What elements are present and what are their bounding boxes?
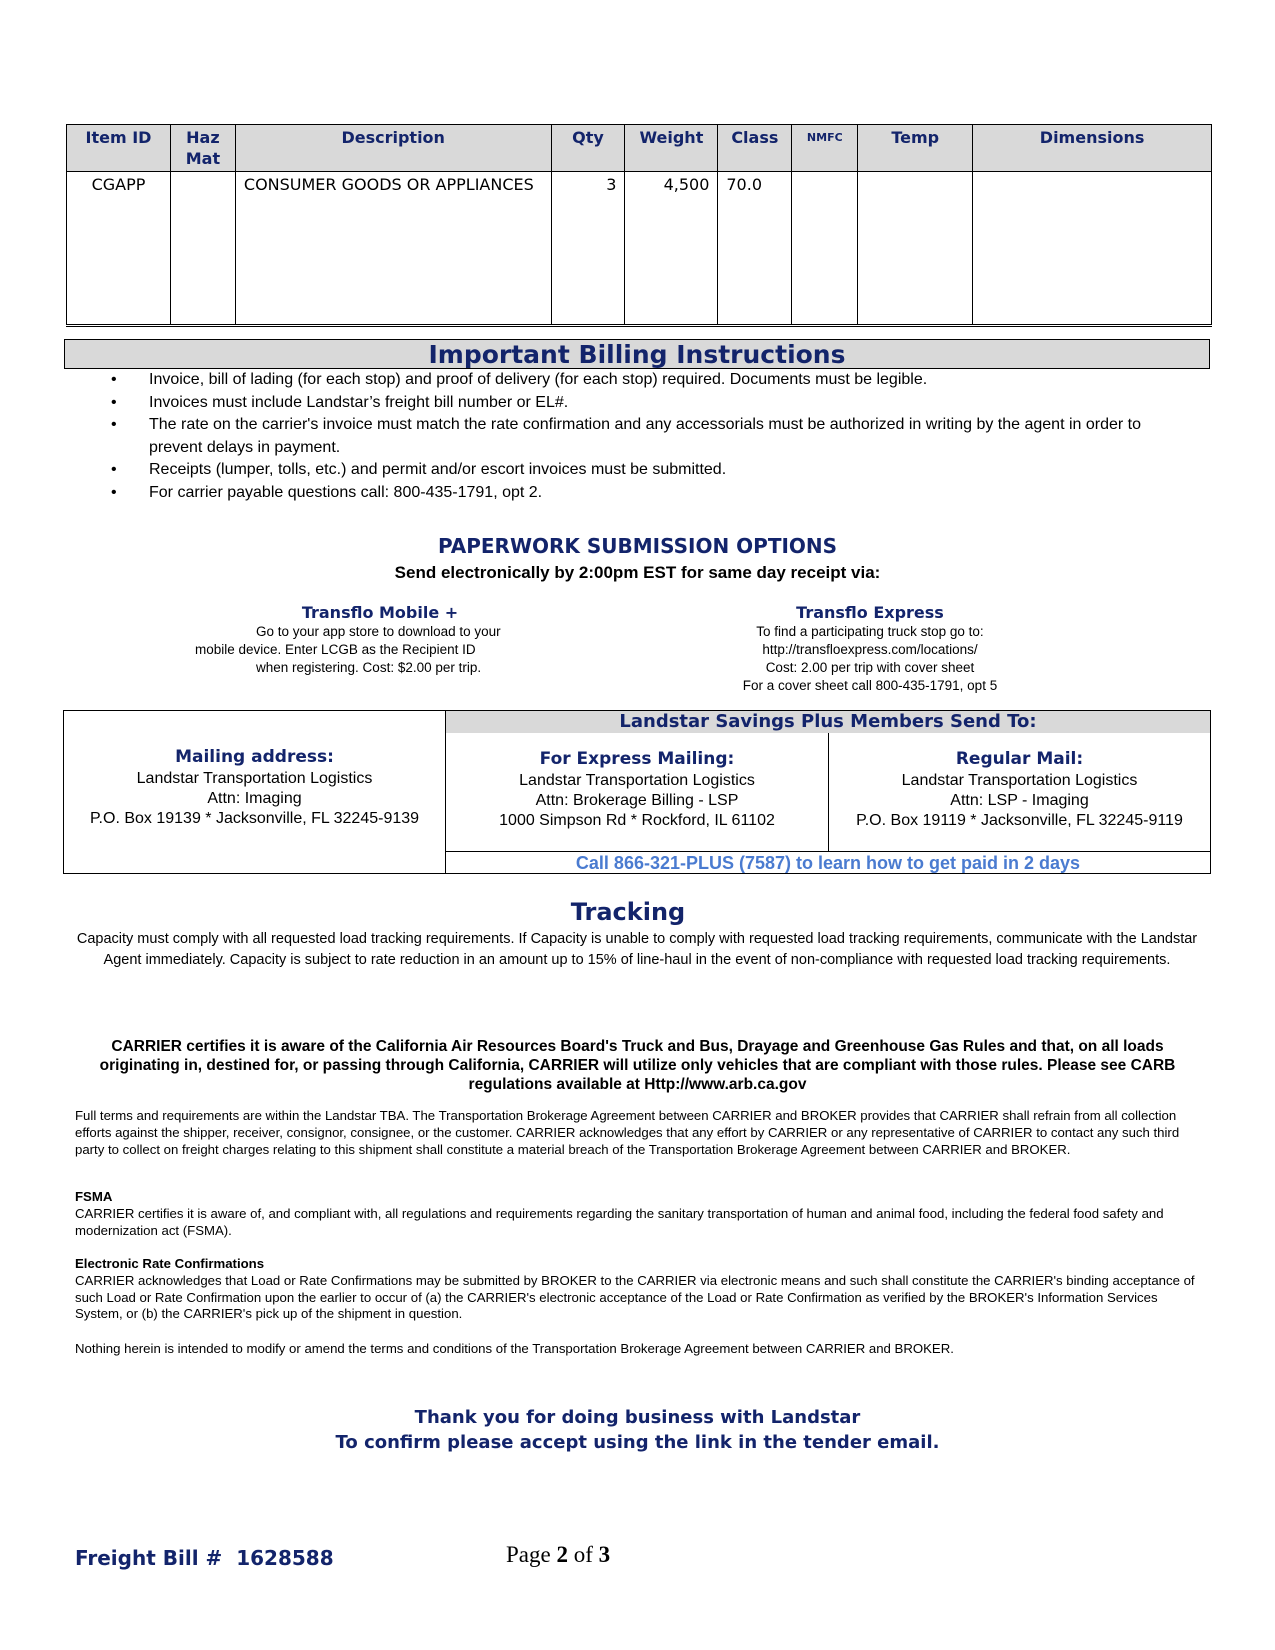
regular-mail-address: [829, 749, 1210, 831]
list-item: • For carrier payable questions call: 800-435-1791, opt 2.: [105, 482, 1175, 505]
header-qty: Qty: [551, 125, 625, 172]
call-to-learn-link: Call 866-321-PLUS (7587) to learn how to get paid in 2 days: [575, 853, 1081, 873]
transflo-mobile-line: mobile device. Enter LCGB as the Recipient ID: [195, 642, 476, 657]
cell-description: CONSUMER GOODS OR APPLIANCES: [235, 172, 551, 326]
thank-you-line: Thank you for doing business with Landstar: [414, 1407, 861, 1428]
tracking-body: Capacity must comply with all requested load tracking requirements. If Capacity is unable to comply with requested load tracking requirements, communicate with the Landstar Agent immediately. Capacity is subject to rate reduction in an amount up to 15% of line-haul in the event of non-compliance with requested load tracking requirements.: [76, 931, 1198, 968]
paperwork-subtitle: Send electronically by 2:00pm EST for same day receipt via:: [394, 563, 881, 582]
address-line: Landstar Transportation Logistics: [136, 770, 373, 787]
erc-body: CARRIER acknowledges that Load or Rate Confirmations may be submitted by BROKER to the CARRIER via electronic means and such shall constitute the CARRIER's binding acceptance of such Load or Rate Confirmation upon the earlier to occur of (a) the CARRIER's electronic acceptance of the Load or Rate Confirmation as verified by the BROKER's Information Services System, or (b) the CARRIER's pick up of the shipment in question.: [75, 1272, 1195, 1322]
fsma-section: [75, 1189, 1200, 1239]
express-mailing-address: [446, 749, 828, 831]
table-row: [67, 172, 1212, 326]
transflo-express-text: [690, 623, 1050, 695]
list-item: • Invoice, bill of lading (for each stop) and proof of delivery (for each stop) required. Documents must be legible.: [105, 369, 1175, 392]
freight-bill-number: 1628588: [236, 1546, 334, 1570]
page-current: 2: [556, 1542, 568, 1567]
mailing-address: [64, 747, 445, 829]
address-divider: [446, 851, 1210, 852]
cell-dimensions: [973, 172, 1212, 326]
cell-weight: 4,500: [625, 172, 718, 326]
tracking-title: Tracking: [570, 898, 686, 926]
header-nmfc: NMFC: [792, 125, 858, 172]
cell-haz-mat: [170, 172, 235, 326]
page-total: 3: [598, 1542, 611, 1567]
regular-mail-heading: Regular Mail:: [955, 749, 1084, 769]
list-item: • The rate on the carrier's invoice must match the rate confirmation and any accessorials must be authorized in writing by the agent in order to prevent delays in payment.: [105, 414, 1175, 459]
items-table: [66, 124, 1212, 327]
transflo-mobile-line: Go to your app store to download to your: [256, 624, 501, 639]
nothing-herein-text: Nothing herein is intended to modify or amend the terms and conditions of the Transportation Brokerage Agreement between CARRIER and BROKER.: [75, 1341, 954, 1356]
header-haz-mat: Haz Mat: [170, 125, 235, 172]
list-item: • Receipts (lumper, tolls, etc.) and permit and/or escort invoices must be submitted.: [105, 459, 1175, 482]
address-line: 1000 Simpson Rd * Rockford, IL 61102: [499, 812, 775, 829]
transflo-mobile-text: [180, 623, 540, 677]
carb-notice: CARRIER certifies it is aware of the California Air Resources Board's Truck and Bus, Drayage and Greenhouse Gas Rules and that, on all loads originating in, destined for, or passing through California, CARRIER will utilize only vehicles that are compliant with those rules. Please see CARB regulations available at Http://www.arb.ca.gov: [99, 1038, 1176, 1093]
address-line: Attn: Brokerage Billing - LSP: [535, 792, 739, 809]
freight-bill-label: Freight Bill #: [75, 1546, 223, 1570]
header-class: Class: [718, 125, 792, 172]
address-line: Landstar Transportation Logistics: [901, 772, 1138, 789]
mailing-address-heading: Mailing address:: [175, 747, 334, 767]
express-mailing-heading: For Express Mailing:: [539, 749, 735, 769]
full-terms-text: Full terms and requirements are within the Landstar TBA. The Transportation Brokerage Agreement between CARRIER and BROKER provides that CARRIER shall refrain from all collection efforts against the shipper, receiver, consignor, consignee, or the customer. CARRIER acknowledges that any effort by CARRIER or any representative of CARRIER to contact any such third party to collect on freight charges relating to this shipment shall constitute a material breach of the Transportation Brokerage Agreement between CARRIER and BROKER.: [75, 1108, 1180, 1157]
cell-item-id: CGAPP: [67, 172, 171, 326]
address-line: Attn: Imaging: [207, 790, 302, 807]
transflo-express-line: http://transfloexpress.com/locations/: [762, 642, 978, 657]
page-of: of: [573, 1542, 593, 1567]
header-dimensions: Dimensions: [973, 125, 1212, 172]
transflo-express-line: To find a participating truck stop go to:: [756, 624, 984, 639]
transflo-express-line: Cost: 2.00 per trip with cover sheet: [765, 660, 975, 675]
header-description: Description: [235, 125, 551, 172]
paperwork-title: PAPERWORK SUBMISSION OPTIONS: [437, 534, 838, 558]
list-item: • Invoices must include Landstar’s freight bill number or EL#.: [105, 392, 1175, 415]
confirm-line: To confirm please accept using the link in the tender email.: [335, 1432, 940, 1453]
header-item-id: Item ID: [67, 125, 171, 172]
cell-temp: [858, 172, 973, 326]
address-line: P.O. Box 19119 * Jacksonville, FL 32245-9119: [856, 812, 1183, 829]
page-number: [506, 1542, 610, 1568]
erc-heading: Electronic Rate Confirmations: [75, 1256, 265, 1271]
address-line: P.O. Box 19139 * Jacksonville, FL 32245-9139: [89, 810, 420, 827]
thank-you-message: [0, 1405, 1275, 1455]
address-line: Landstar Transportation Logistics: [519, 772, 755, 789]
cell-nmfc: [792, 172, 858, 326]
header-temp: Temp: [858, 125, 973, 172]
items-header-row: [67, 125, 1212, 172]
freight-bill-footer: [75, 1546, 334, 1570]
billing-instructions-title: Important Billing Instructions: [64, 339, 1210, 369]
erc-section: [75, 1256, 1200, 1323]
fsma-body: CARRIER certifies it is aware of, and compliant with, all regulations and requirements regarding the sanitary transportation of human and animal food, including the federal food safety and modernization act (FSMA).: [75, 1205, 1164, 1238]
cell-qty: 3: [551, 172, 625, 326]
fsma-heading: FSMA: [75, 1189, 113, 1204]
page-prefix: Page: [506, 1542, 551, 1567]
transflo-mobile-heading: Transflo Mobile +: [301, 603, 459, 622]
cell-class: 70.0: [718, 172, 792, 326]
transflo-express-line: For a cover sheet call 800-435-1791, opt 5: [742, 678, 998, 693]
header-weight: Weight: [625, 125, 718, 172]
address-line: Attn: LSP - Imaging: [950, 792, 1089, 809]
savings-plus-heading: Landstar Savings Plus Members Send To:: [446, 711, 1210, 733]
billing-bullet-list: [105, 369, 1175, 504]
transflo-mobile-line: when registering. Cost: $2.00 per trip.: [256, 660, 482, 675]
transflo-express-heading: Transflo Express: [796, 603, 944, 622]
